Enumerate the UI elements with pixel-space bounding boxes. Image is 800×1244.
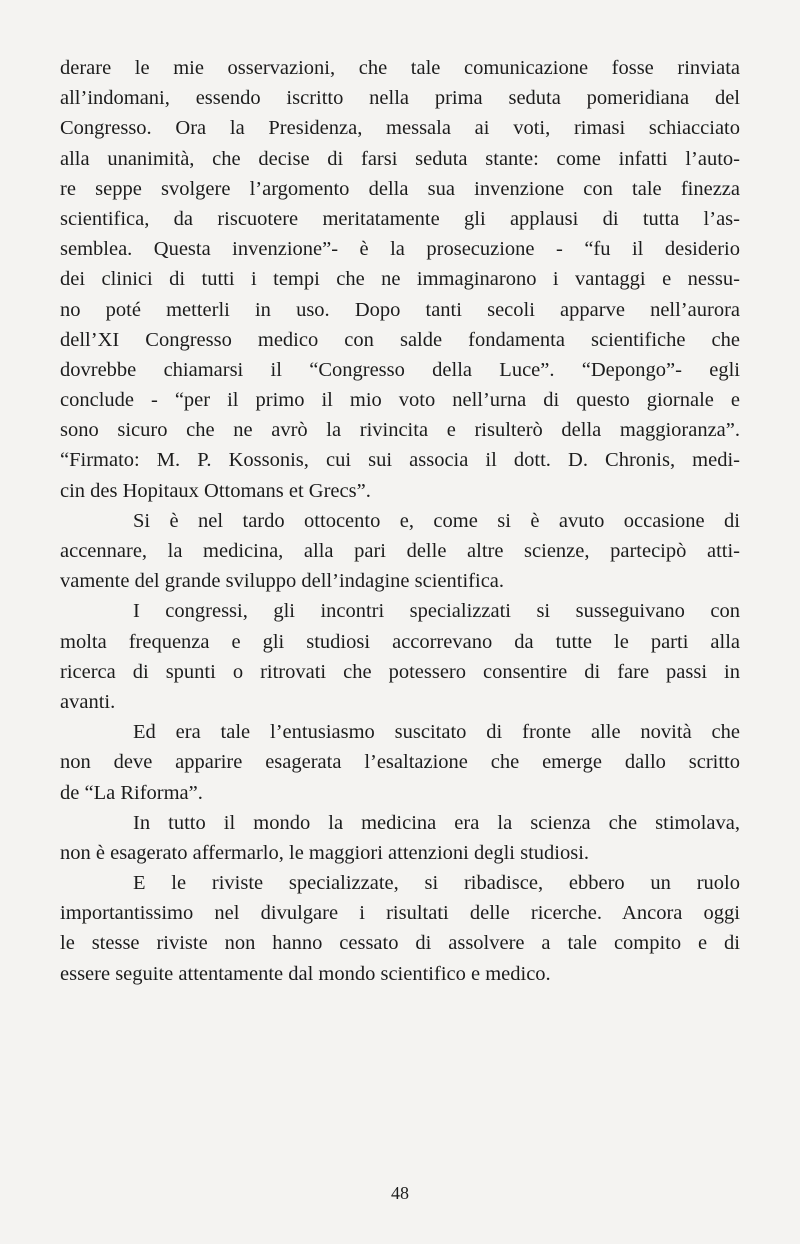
text-line: Si è nel tardo ottocento e, come si è avuto occasione di xyxy=(133,509,740,532)
text-line: dovrebbe chiamarsi il “Congresso della Luce”. “Depongo”- egli xyxy=(60,358,740,381)
text-line: derare le mie osservazioni, che tale comunicazione fosse rinviata xyxy=(60,57,740,79)
text-line: essere seguite attentamente dal mondo scientifico e medico. xyxy=(60,962,551,985)
text-line: E le riviste specializzate, si ribadisce, ebbero un ruolo xyxy=(133,872,740,895)
text-line: dell’XI Congresso medico con salde fondamenta scientifiche che xyxy=(60,328,740,351)
text-line: molta frequenza e gli studiosi accorrevano da tutte le parti alla xyxy=(60,630,740,653)
paragraph xyxy=(60,868,740,989)
text-line: avanti. xyxy=(60,690,116,713)
text-line: Ed era tale l’entusiasmo suscitato di fronte alle novità che xyxy=(133,721,740,744)
text-line: importantissimo nel divulgare i risultati delle ricerche. Ancora oggi xyxy=(60,902,740,925)
text-line: semblea. Questa invenzione”- è la prosecuzione - “fu il desiderio xyxy=(60,238,740,261)
text-line: re seppe svolgere l’argomento della sua invenzione con tale finezza xyxy=(60,177,740,200)
text-line: dei clinici di tutti i tempi che ne immaginarono i vantaggi e nessu- xyxy=(60,268,740,291)
text-line: “Firmato: M. P. Kossonis, cui sui associa il dott. D. Chronis, medi- xyxy=(60,449,740,472)
text-line: cin des Hopitaux Ottomans et Grecs”. xyxy=(60,479,371,502)
page-number: 48 xyxy=(391,1183,409,1203)
text-line: non è esagerato affermarlo, le maggiori attenzioni degli studiosi. xyxy=(60,841,590,864)
text-line: le stesse riviste non hanno cessato di assolvere a tale compito e di xyxy=(60,932,740,955)
text-line: non deve apparire esagerata l’esaltazione che emerge dallo scritto xyxy=(60,751,740,774)
text-line: alla unanimità, che decise di farsi seduta stante: come infatti l’auto- xyxy=(60,147,740,170)
text-line: Congresso. Ora la Presidenza, messala ai voti, rimasi schiacciato xyxy=(60,117,740,140)
body-text xyxy=(60,53,740,989)
text-line: all’indomani, essendo iscritto nella prima seduta pomeridiana del xyxy=(60,87,740,110)
paragraph xyxy=(60,808,740,868)
text-line: scientifica, da riscuotere meritatamente gli applausi di tutta l’as- xyxy=(60,207,740,230)
text-line: accennare, la medicina, alla pari delle altre scienze, partecipò atti- xyxy=(60,540,740,562)
paragraph xyxy=(60,596,740,717)
text-line: ricerca di spunti o ritrovati che potessero consentire di fare passi in xyxy=(60,660,740,683)
text-line: In tutto il mondo la medicina era la scienza che stimolava, xyxy=(133,811,740,834)
paragraph xyxy=(60,506,740,597)
text-line: sono sicuro che ne avrò la rivincita e risulterò della maggioranza”. xyxy=(60,419,740,442)
paragraph xyxy=(60,717,740,808)
text-line: no poté metterli in uso. Dopo tanti secoli apparve nell’aurora xyxy=(60,298,740,321)
text-line: I congressi, gli incontri specializzati si susseguivano con xyxy=(133,600,740,623)
text-line: conclude - “per il primo il mio voto nell’urna di questo giornale e xyxy=(60,389,740,412)
text-line: vamente del grande sviluppo dell’indagine scientifica. xyxy=(60,570,505,593)
paragraph-continuation xyxy=(60,53,740,506)
text-line: de “La Riforma”. xyxy=(60,781,203,804)
